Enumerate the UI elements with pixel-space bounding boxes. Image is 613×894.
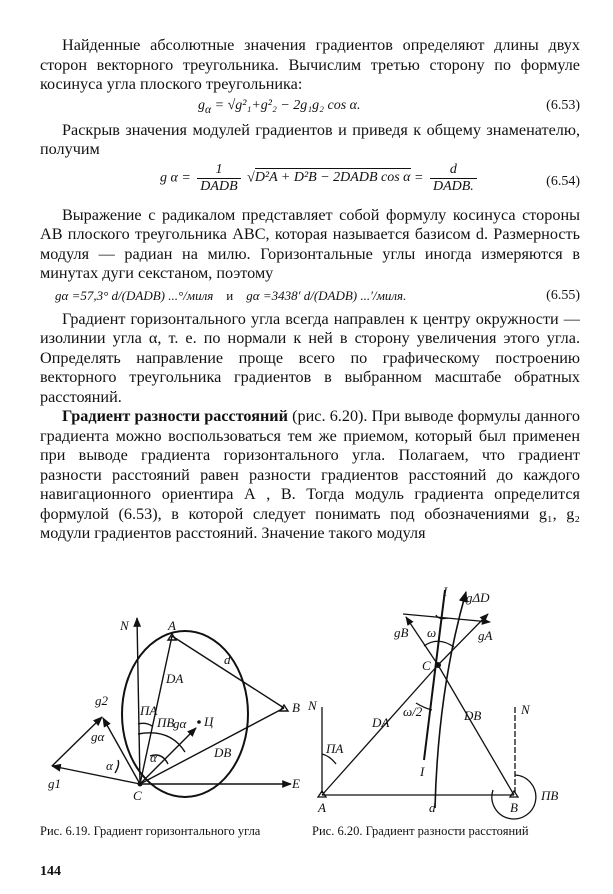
label-N: N bbox=[120, 618, 129, 633]
equation-number: (6.53) bbox=[546, 97, 580, 113]
label-omega: ω bbox=[427, 625, 437, 640]
label-C: C bbox=[422, 658, 431, 673]
label-DB: DB bbox=[464, 708, 482, 723]
label-PA: ПA bbox=[326, 741, 344, 756]
label-A: A bbox=[318, 800, 326, 815]
label-d: d bbox=[429, 800, 436, 815]
equals-sign: = bbox=[414, 170, 424, 186]
section-heading: Градиент разности расстояний bbox=[62, 407, 288, 425]
fraction bbox=[430, 162, 477, 195]
label-I-top: I bbox=[443, 584, 448, 599]
page-number: 144 bbox=[40, 864, 61, 879]
label-N-B: N bbox=[521, 702, 530, 717]
equation-number: (6.54) bbox=[546, 173, 580, 189]
label-C: C bbox=[133, 788, 142, 803]
figure-6-19-caption: Рис. 6.19. Градиент горизонтального угла bbox=[40, 824, 261, 838]
label-DA: DA bbox=[166, 671, 184, 686]
label-PA: ПA bbox=[140, 703, 158, 718]
label-g2: g2 bbox=[95, 693, 108, 708]
label-g1: g1 bbox=[48, 776, 61, 791]
equation-6-55 bbox=[40, 284, 580, 310]
label-DA: DA bbox=[372, 715, 390, 730]
label-alpha-outer: α bbox=[106, 758, 113, 773]
denominator: DADB. bbox=[432, 178, 474, 194]
label-g-delta-D: gΔD bbox=[466, 590, 490, 605]
label-N-A: N bbox=[308, 698, 317, 713]
eq653-lhs: g bbox=[198, 97, 205, 113]
label-B: B bbox=[292, 700, 300, 715]
label-g-alpha-center: gα bbox=[173, 716, 187, 731]
fraction bbox=[197, 162, 240, 195]
label-d: d bbox=[224, 652, 231, 667]
point-C bbox=[435, 662, 441, 668]
paragraph-4: Градиент горизонтального угла всегда направлен к центру окружности — изолинии угла α, т. е. по нормали к ней в сторону увеличения этого угла. Определять направление проще всего по графическому построению векторного треугольника градиентов в выбранном масштабе обратных расстояний. bbox=[40, 309, 580, 406]
page-body bbox=[40, 36, 580, 544]
isoline-I bbox=[424, 590, 445, 760]
isoline-curve bbox=[435, 592, 466, 808]
eq653-rhs: = √g²₁+g²₂ − 2g₁g₂ cos α. bbox=[214, 97, 361, 113]
label-I-bottom: I bbox=[420, 764, 425, 779]
label-PB: ПB bbox=[541, 788, 559, 803]
label-A: A bbox=[168, 618, 176, 633]
eq655-part2: gα =3438′ d/(DADB) ...′/миля. bbox=[246, 287, 407, 303]
eq655-and: и bbox=[226, 287, 234, 303]
eq654-lhs: g α = bbox=[160, 170, 191, 186]
paragraph-3: Выражение с радикалом представляет собой формулу косинуса стороны AB плоского треугольника ABC, которая называется базисом d. Размерность модуля — радиан на милю. Горизонтальные углы иногда измеряются в минутах дуги секстаном, поэтому bbox=[40, 205, 580, 282]
denominator: DADB bbox=[200, 178, 238, 194]
label-B: B bbox=[510, 800, 518, 815]
eq653-lhs-sub: α bbox=[205, 102, 212, 116]
label-gB: gB bbox=[394, 625, 409, 640]
paragraph-1: Найденные абсолютные значения градиентов определяют длины двух сторон векторного треугольника. Вычислим третью сторону по формуле косинуса угла плоского треугольника: bbox=[40, 36, 580, 93]
numerator: d bbox=[430, 162, 477, 179]
eq655-part1: gα =57,3° d/(DADB) ...°/миля bbox=[55, 287, 214, 303]
equation-6-53 bbox=[40, 95, 580, 121]
label-E: E bbox=[292, 776, 300, 791]
label-DB: DB bbox=[214, 745, 232, 760]
equation-number: (6.55) bbox=[546, 287, 580, 303]
figure-6-20-caption: Рис. 6.20. Градиент разности расстояний bbox=[312, 824, 529, 838]
paragraph-5-text: (рис. 6.20). При выводе формулы данного градиента можно воспользоваться тем же приемом, который был применен при выводе градиента горизонтального угла. Полагаем, что градиент разности расстояний равен разности градиентов расстояний до каждого навигационного ориентира А , В. Тогда модуль градиента определится формулой (6.53), в которой следует понимать под обозначениями g₁, g₂ модули градиентов расстояний. Значение такого модуля bbox=[40, 407, 580, 542]
paragraph-2: Раскрыв значения модулей градиентов и приведя к общему знаменателю, получим bbox=[40, 120, 580, 158]
line-BC bbox=[438, 665, 514, 795]
label-gA: gA bbox=[478, 628, 493, 643]
figure-6-20 bbox=[0, 580, 613, 830]
label-omega-half: ω/2 bbox=[403, 704, 423, 719]
numerator: 1 bbox=[197, 162, 240, 179]
label-center: Ц bbox=[204, 714, 214, 729]
radical: D²A + D²B − 2DADB cos α bbox=[254, 170, 411, 186]
equation-6-54: g α = $\frac{1}{\text{DADB}}$ √D²A + D²B − 2DADB cos α = $\frac{d}{\text{DADB.}}$ (6.54) bbox=[160, 161, 580, 194]
figures-area bbox=[0, 580, 613, 830]
label-g-alpha-left: gα bbox=[91, 729, 105, 744]
paragraph-5 bbox=[40, 407, 580, 544]
label-PB: ПB bbox=[157, 715, 175, 730]
label-alpha-inner: α bbox=[150, 750, 157, 765]
